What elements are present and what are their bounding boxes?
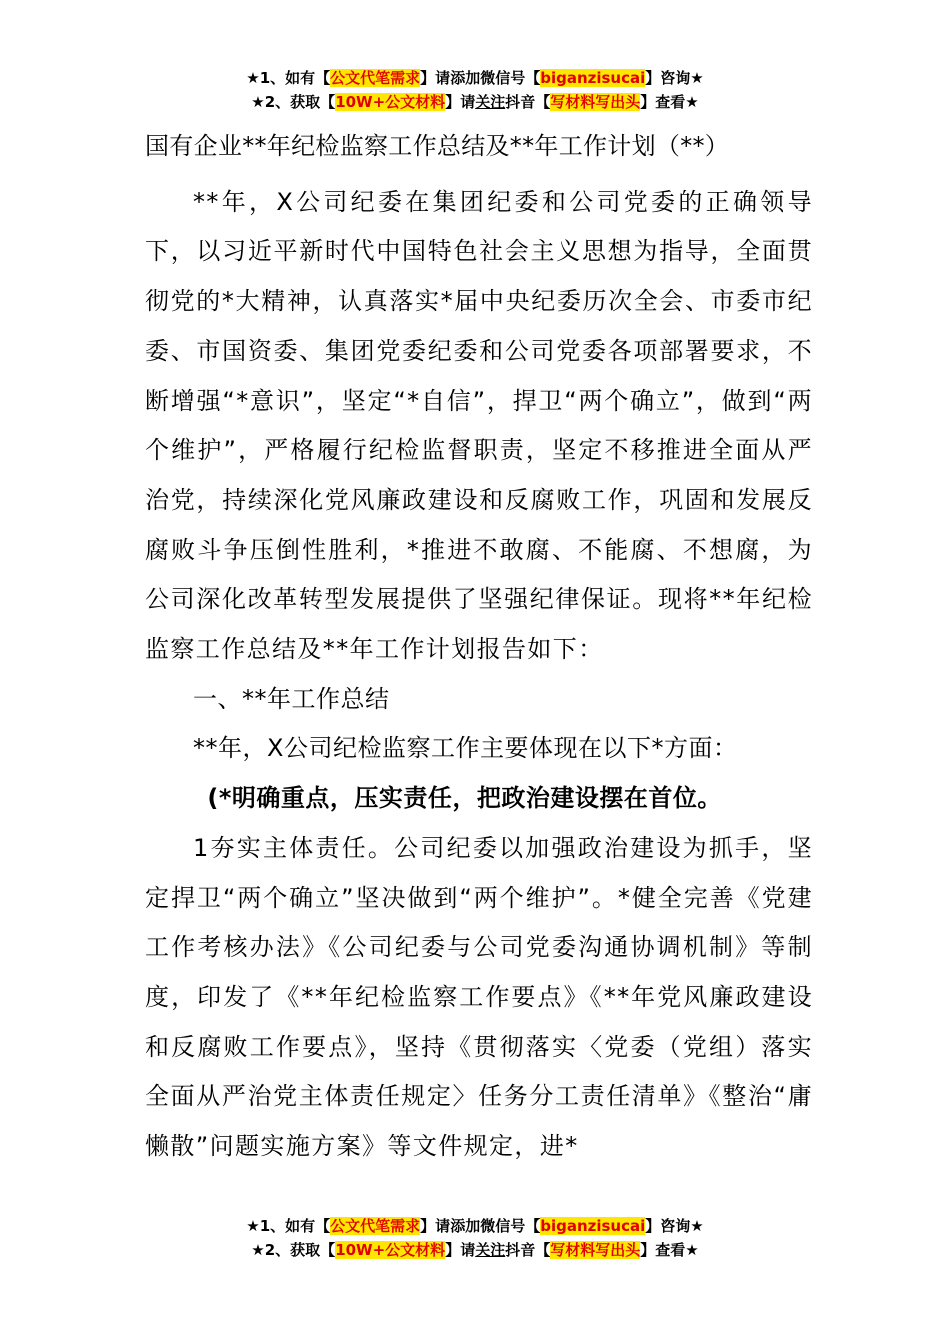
section-heading: 一、**年工作总结 <box>193 684 390 713</box>
highlight-douyin: 写材料写出头 <box>550 93 641 111</box>
highlight-ghostwriting: 公文代笔需求 <box>330 1217 421 1235</box>
promo-line-2-bottom: ★2、获取【10W+公文材料】请关注抖音【写材料写出头】查看★ <box>251 1241 699 1259</box>
document-title: 国有企业**年纪检监察工作总结及**年工作计划（**） <box>145 132 730 160</box>
document-body <box>145 122 813 1172</box>
highlight-douyin: 写材料写出头 <box>550 1241 641 1259</box>
item-paragraph: 1夯实主体责任。公司纪委以加强政治建设为抓手，坚定捍卫“两个确立”坚决做到“两个维护”。*健全完善《党建工作考核办法》《公司纪委与公司党委沟通协调机制》等制度，印发了《**年纪检监察工作要点》《**年党风廉政建设和反腐败工作要点》，坚持《贯彻落实〈党委（党组）落实全面从严治党主体责任规定〉任务分工责任清单》《整治“庸懒散”问题实施方案》等文件规定，进* <box>145 833 813 1161</box>
subheading: (*明确重点，压实责任，把政治建设摆在首位。 <box>207 784 722 813</box>
highlight-materials: 10W+公文材料 <box>335 1241 446 1259</box>
promo-banner-top <box>0 66 950 114</box>
wechat-id: biganzisucai <box>540 69 646 87</box>
promo-line-2: ★2、获取【10W+公文材料】请关注抖音【写材料写出头】查看★ <box>251 93 699 111</box>
section-intro: **年，X公司纪检监察工作主要体现在以下*方面： <box>193 734 738 763</box>
intro-paragraph: **年，X公司纪委在集团纪委和公司党委的正确领导下，以习近平新时代中国特色社会主义思想为指导，全面贯彻党的*大精神，认真落实*届中央纪委历次全会、市委市纪委、市国资委、集团党委纪委和公司党委各项部署要求，不断增强“*意识”，坚定“*自信”，捍卫“两个确立”，做到“两个维护”，严格履行纪检监督职责，坚定不移推进全面从严治党，持续深化党风廉政建设和反腐败工作，巩固和发展反腐败斗争压倒性胜利，*推进不敢腐、不能腐、不想腐，为公司深化改革转型发展提供了坚强纪律保证。现将**年纪检监察工作总结及**年工作计划报告如下： <box>145 187 813 664</box>
wechat-id: biganzisucai <box>540 1217 646 1235</box>
promo-banner-bottom <box>0 1214 950 1262</box>
promo-line-1-bottom: ★1、如有【公文代笔需求】请添加微信号【biganzisucai】咨询★ <box>246 1217 704 1235</box>
highlight-ghostwriting: 公文代笔需求 <box>330 69 421 87</box>
highlight-materials: 10W+公文材料 <box>335 93 446 111</box>
promo-line-1: ★1、如有【公文代笔需求】请添加微信号【biganzisucai】咨询★ <box>246 69 704 87</box>
